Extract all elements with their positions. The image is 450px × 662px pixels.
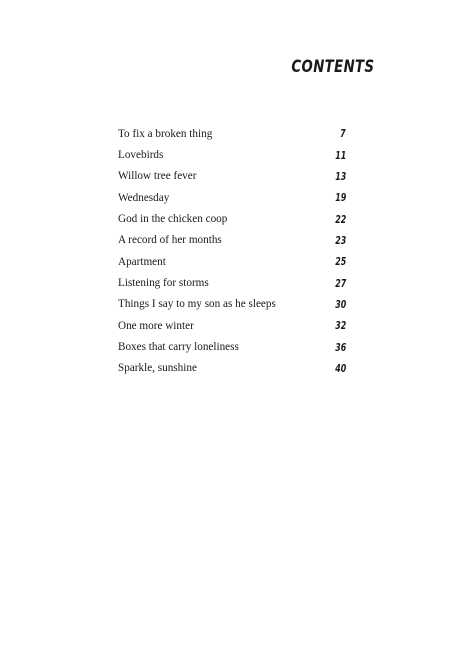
toc-entry-title: Sparkle, sunshine — [118, 362, 197, 375]
toc-entry-page: 36 — [334, 340, 346, 354]
toc-entry-page: 30 — [334, 297, 346, 311]
toc-entry — [118, 358, 346, 379]
toc-entry — [118, 230, 346, 251]
toc-entry-title: Listening for storms — [118, 277, 209, 290]
toc-entry — [118, 272, 346, 293]
toc-entry-title: God in the chicken coop — [118, 213, 228, 226]
toc-entry-title: One more winter — [118, 319, 194, 332]
toc-entry-page: 13 — [334, 169, 346, 183]
toc-entry-title: To fix a broken thing — [118, 127, 213, 140]
toc-entry-page: 25 — [334, 255, 346, 269]
toc-entry — [118, 144, 346, 165]
toc-entry-page: 7 — [340, 127, 346, 141]
toc-entry-page: 19 — [334, 191, 346, 205]
toc-entry-page: 32 — [334, 319, 346, 333]
toc-entry-page: 27 — [334, 276, 346, 290]
toc-entry — [118, 251, 346, 272]
toc-entry-title: Lovebirds — [118, 149, 164, 162]
toc-entry — [118, 187, 346, 208]
toc-entry-title: Things I say to my son as he sleeps — [118, 298, 276, 311]
table-of-contents — [118, 123, 346, 379]
toc-entry-title: A record of her months — [118, 234, 222, 247]
toc-entry-title: Boxes that carry loneliness — [118, 341, 239, 354]
toc-entry-page: 22 — [334, 212, 346, 226]
toc-entry — [118, 208, 346, 229]
toc-entry-page: 23 — [334, 233, 346, 247]
toc-entry-page: 40 — [334, 361, 346, 375]
contents-heading: CONTENTS — [290, 57, 374, 77]
toc-entry — [118, 123, 346, 144]
toc-entry — [118, 336, 346, 357]
toc-entry — [118, 294, 346, 315]
toc-entry — [118, 315, 346, 336]
toc-entry-title: Wednesday — [118, 191, 170, 204]
toc-entry-page: 11 — [334, 148, 346, 162]
toc-entry-title: Willow tree fever — [118, 170, 197, 183]
toc-entry-title: Apartment — [118, 255, 166, 268]
toc-entry — [118, 166, 346, 187]
